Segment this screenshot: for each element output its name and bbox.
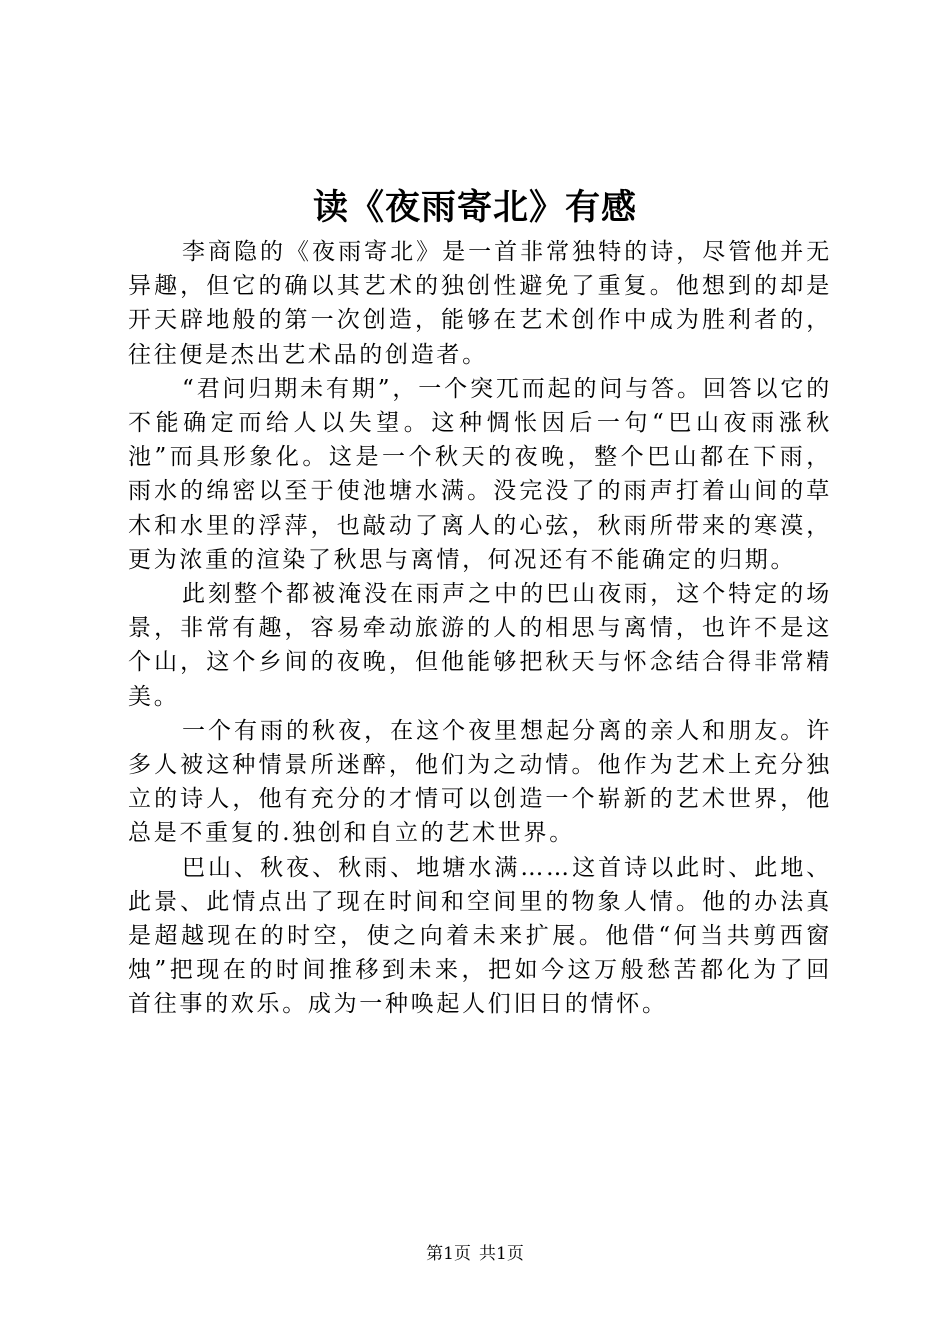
- page-footer: [0, 1242, 950, 1266]
- paragraph: “君问归期未有期”，一个突兀而起的问与答。回答以它的不能确定而给人以失望。这种惆怅因后一句“巴山夜雨涨秋池”而具形象化。这是一个秋天的夜晚，整个巴山都在下雨，雨水的绵密以至于使池塘水满。没完没了的雨声打着山间的草木和水里的浮萍，也敲动了离人的心弦，秋雨所带来的寒漠，更为浓重的渲染了秋思与离情，何况还有不能确定的归期。: [128, 375, 832, 573]
- paragraph: 一个有雨的秋夜，在这个夜里想起分离的亲人和朋友。许多人被这种情景所迷醉，他们为之动情。他作为艺术上充分独立的诗人，他有充分的才情可以创造一个崭新的艺术世界，他总是不重复的.独创和自立的艺术世界。: [128, 717, 832, 847]
- paragraph: 李商隐的《夜雨寄北》是一首非常独特的诗，尽管他并无异趣，但它的确以其艺术的独创性避免了重复。他想到的却是开天辟地般的第一次创造，能够在艺术创作中成为胜利者的，往往便是杰出艺术品的创造者。: [128, 239, 832, 368]
- document-title: 读《夜雨寄北》有感: [312, 187, 637, 228]
- paragraph: 巴山、秋夜、秋雨、地塘水满……这首诗以此时、此地、此景、此情点出了现在时间和空间里的物象人情。他的办法真是超越现在的时空，使之向着未来扩展。他借“何当共剪西窗烛”把现在的时间推移到未来，把如今这万般愁苦都化为了回首往事的欢乐。成为一种唤起人们旧日的情怀。: [128, 854, 832, 1018]
- page-number: 第1页: [426, 1244, 471, 1264]
- paragraph: 此刻整个都被淹没在雨声之中的巴山夜雨，这个特定的场景，非常有趣，容易牵动旅游的人的相思与离情，也许不是这个山，这个乡间的夜晚，但他能够把秋天与怀念结合得非常精美。: [128, 581, 832, 710]
- document-body: [128, 235, 832, 1022]
- page-total: 共1页: [479, 1244, 524, 1264]
